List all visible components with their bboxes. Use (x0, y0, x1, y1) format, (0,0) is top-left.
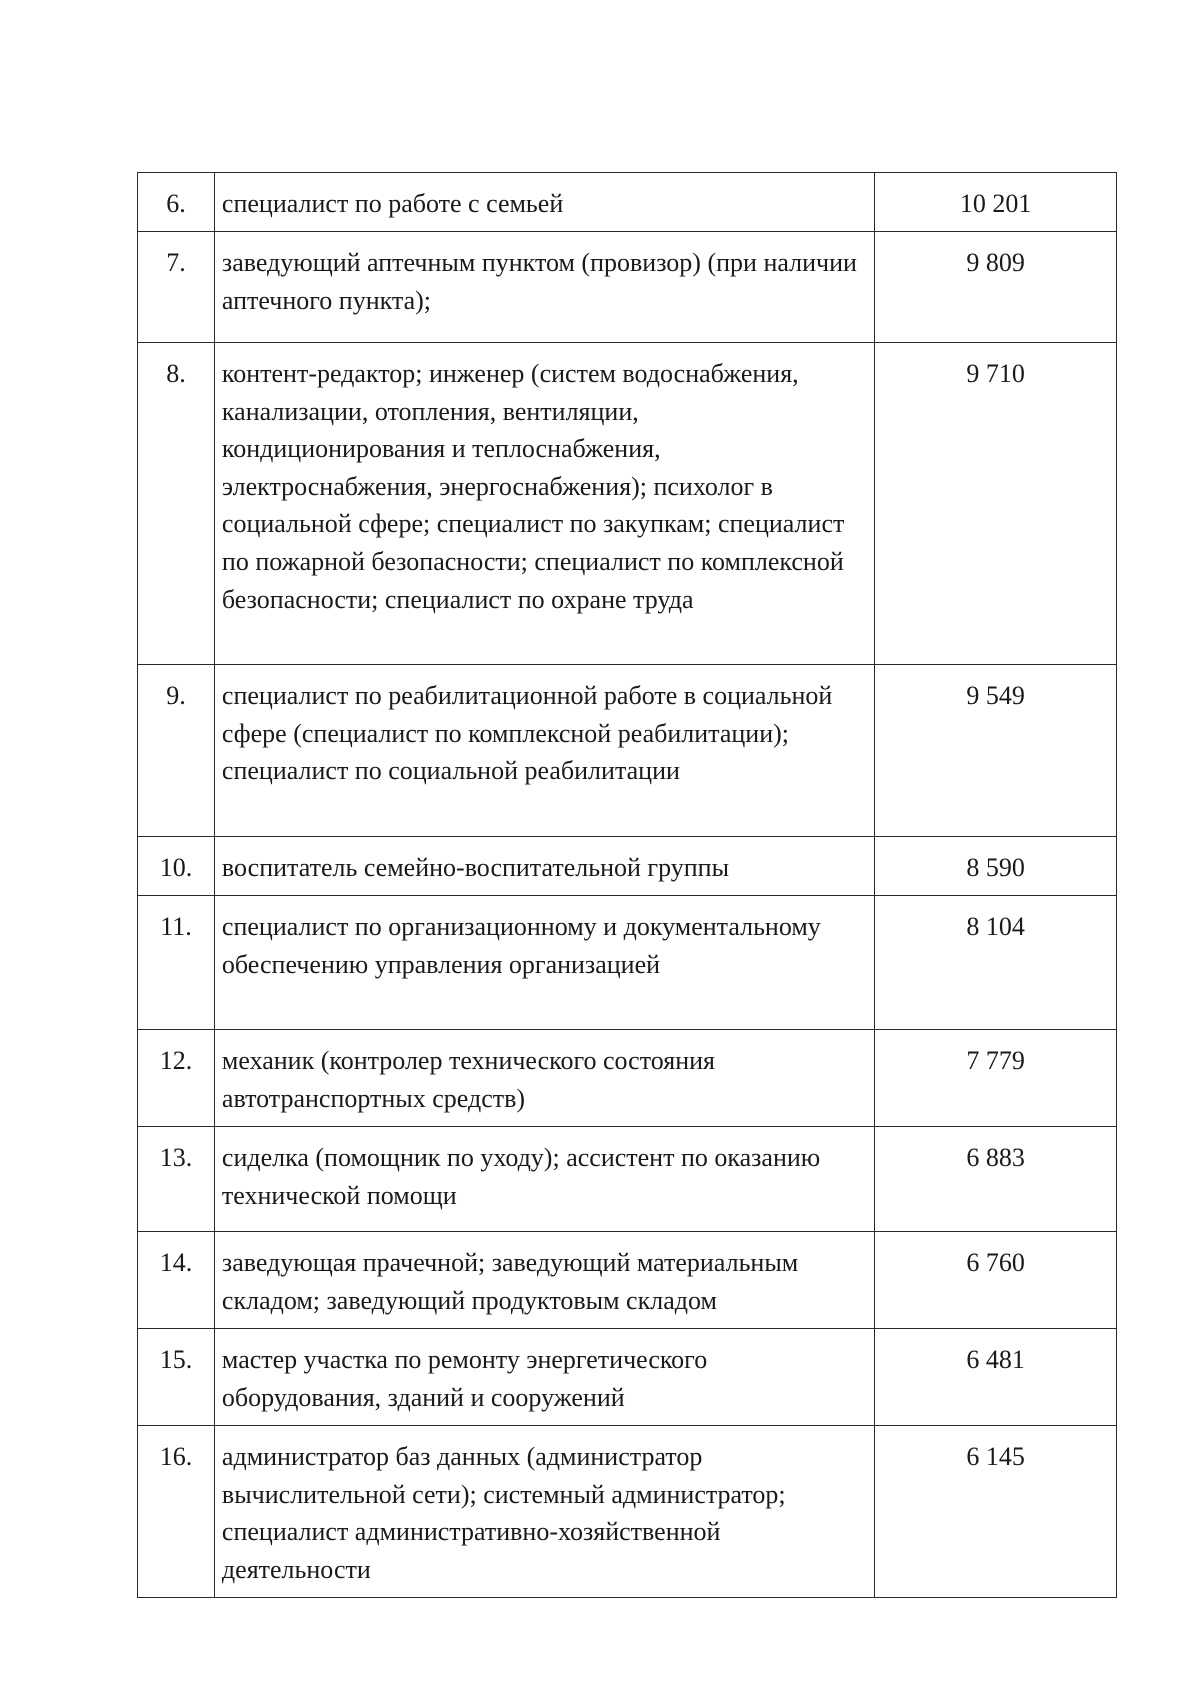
position-name: специалист по реабилитационной работе в социальной сфере (специалист по комплексной реабилитации); специалист по социальной реабилитации (215, 665, 875, 837)
position-value: 9 809 (875, 232, 1117, 343)
position-name: сиделка (помощник по уходу); ассистент по оказанию технической помощи (215, 1127, 875, 1232)
position-name: воспитатель семейно-воспитательной группы (215, 837, 875, 896)
row-number: 8. (138, 343, 215, 665)
row-number: 10. (138, 837, 215, 896)
position-name: контент-редактор; инженер (систем водоснабжения, канализации, отопления, вентиляции, кондиционирования и теплоснабжения, электроснабжения, энергоснабжения); психолог в социальной сфере; специалист по закупкам; специалист по пожарной безопасности; специалист по комплексной безопасности; специалист по охране труда (215, 343, 875, 665)
row-number: 15. (138, 1329, 215, 1426)
position-value: 7 779 (875, 1030, 1117, 1127)
position-name: заведующая прачечной; заведующий материальным складом; заведующий продуктовым складом (215, 1232, 875, 1329)
position-value: 9 710 (875, 343, 1117, 665)
position-name: мастер участка по ремонту энергетического оборудования, зданий и сооружений (215, 1329, 875, 1426)
position-value: 6 883 (875, 1127, 1117, 1232)
row-number: 6. (138, 173, 215, 232)
table-row (138, 665, 1117, 837)
table-row (138, 837, 1117, 896)
position-name: заведующий аптечным пунктом (провизор) (при наличии аптечного пункта); (215, 232, 875, 343)
table-row (138, 896, 1117, 1030)
position-value: 9 549 (875, 665, 1117, 837)
row-number: 12. (138, 1030, 215, 1127)
position-name: механик (контролер технического состояния автотранспортных средств) (215, 1030, 875, 1127)
row-number: 11. (138, 896, 215, 1030)
position-value: 10 201 (875, 173, 1117, 232)
position-value: 8 104 (875, 896, 1117, 1030)
position-value: 8 590 (875, 837, 1117, 896)
table-row (138, 1030, 1117, 1127)
row-number: 14. (138, 1232, 215, 1329)
table-row (138, 343, 1117, 665)
table-row (138, 173, 1117, 232)
row-number: 7. (138, 232, 215, 343)
positions-table (137, 172, 1117, 1598)
table-row (138, 1232, 1117, 1329)
row-number: 16. (138, 1426, 215, 1598)
position-name: специалист по организационному и документальному обеспечению управления организацией (215, 896, 875, 1030)
row-number: 9. (138, 665, 215, 837)
row-number: 13. (138, 1127, 215, 1232)
position-value: 6 481 (875, 1329, 1117, 1426)
table-row (138, 1127, 1117, 1232)
table-row (138, 232, 1117, 343)
table-row (138, 1329, 1117, 1426)
position-name: специалист по работе с семьей (215, 173, 875, 232)
position-name: администратор баз данных (администратор вычислительной сети); системный администратор; специалист административно-хозяйственной деятельности (215, 1426, 875, 1598)
position-value: 6 145 (875, 1426, 1117, 1598)
position-value: 6 760 (875, 1232, 1117, 1329)
table-row (138, 1426, 1117, 1598)
